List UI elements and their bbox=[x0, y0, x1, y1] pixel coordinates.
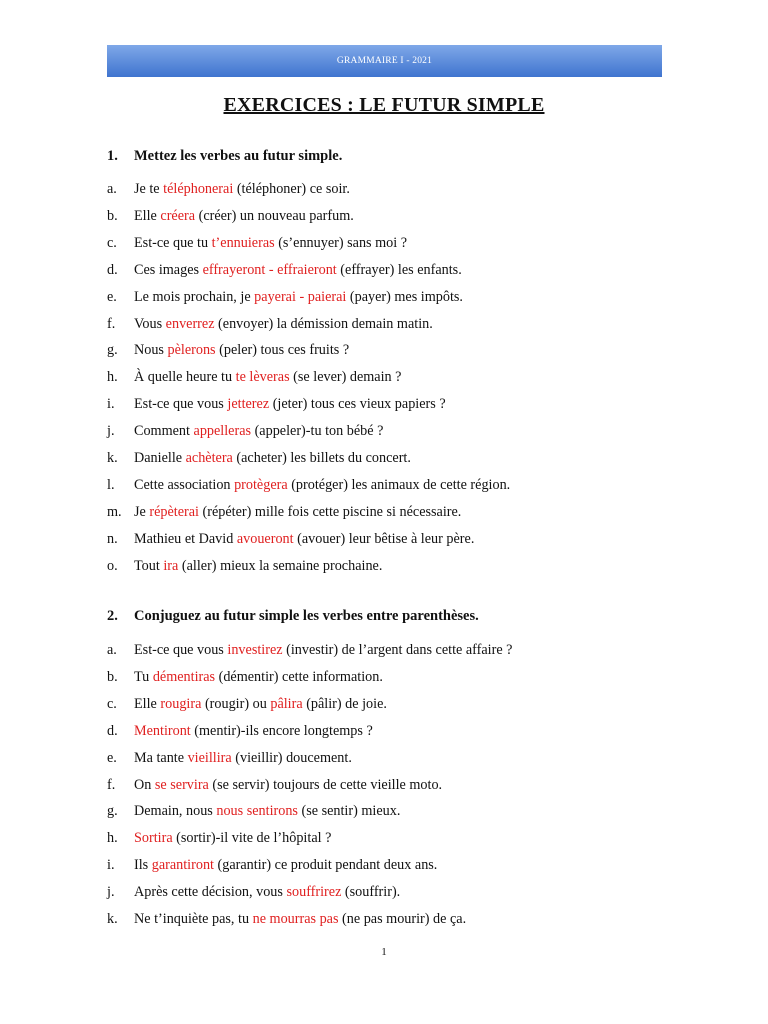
answer-text: répèterai bbox=[149, 503, 199, 520]
item-label: k. bbox=[107, 911, 118, 927]
answer-text: effrayeront - effraieront bbox=[202, 261, 337, 278]
exercise-item bbox=[107, 396, 446, 413]
section-1-heading-text: Mettez les verbes au futur simple. bbox=[134, 148, 343, 164]
exercise-item bbox=[107, 723, 373, 740]
item-text: Elle bbox=[134, 207, 161, 224]
item-text: (payer) mes impôts. bbox=[346, 288, 463, 305]
item-text: (aller) mieux la semaine prochaine. bbox=[178, 557, 383, 574]
section-1-number: 1. bbox=[107, 148, 118, 164]
answer-text: se servira bbox=[154, 776, 209, 793]
item-text: À quelle heure tu bbox=[134, 369, 236, 386]
item-label: c. bbox=[107, 234, 117, 251]
item-label: b. bbox=[107, 207, 118, 224]
answer-text: démentiras bbox=[152, 668, 216, 685]
exercise-item bbox=[107, 642, 512, 659]
item-text: Nous bbox=[134, 342, 168, 359]
item-label: m. bbox=[107, 503, 122, 520]
item-text: Ma tante bbox=[134, 749, 188, 766]
exercise-item bbox=[107, 803, 400, 820]
answer-text: enverrez bbox=[165, 315, 215, 332]
item-text: Tu bbox=[134, 668, 153, 685]
item-text: (se sentir) mieux. bbox=[297, 803, 401, 820]
exercise-item bbox=[107, 235, 407, 252]
item-text: (s’ennuyer) sans moi ? bbox=[274, 234, 408, 251]
item-text: (jeter) tous ces vieux papiers ? bbox=[269, 396, 446, 413]
exercise-item bbox=[107, 450, 411, 467]
exercise-item bbox=[107, 477, 510, 494]
item-label: h. bbox=[107, 830, 118, 847]
item-text: Tout bbox=[134, 557, 164, 574]
section-2-number: 2. bbox=[107, 608, 118, 624]
answer-text: vieillira bbox=[187, 749, 232, 766]
answer-text: protègera bbox=[234, 476, 288, 493]
exercise-item bbox=[107, 857, 437, 874]
item-text: Le mois prochain, je bbox=[134, 288, 255, 305]
answer-text: souffrirez bbox=[286, 884, 342, 901]
header-banner: GRAMMAIRE I - 2021 bbox=[107, 45, 662, 77]
exercise-item bbox=[107, 369, 401, 386]
exercise-item bbox=[107, 696, 387, 713]
item-label: f. bbox=[107, 776, 116, 793]
item-text: (ne pas mourir) de ça. bbox=[338, 911, 467, 927]
item-text: (répéter) mille fois cette piscine si nécessaire. bbox=[199, 503, 462, 520]
exercise-item bbox=[107, 669, 383, 686]
item-text: (démentir) cette information. bbox=[215, 668, 383, 685]
item-label: f. bbox=[107, 315, 116, 332]
exercise-item bbox=[107, 262, 462, 279]
item-text: (rougir) ou bbox=[201, 695, 271, 712]
item-label: i. bbox=[107, 396, 115, 413]
item-text: Est-ce que vous bbox=[134, 642, 228, 658]
item-text: Je bbox=[134, 503, 150, 520]
item-label: l. bbox=[107, 476, 115, 493]
answer-text: ira bbox=[163, 557, 179, 574]
item-text: Ces images bbox=[134, 261, 203, 278]
item-text: Je te bbox=[134, 181, 164, 197]
item-text: Vous bbox=[134, 315, 166, 332]
item-label: d. bbox=[107, 722, 118, 739]
answer-text: achètera bbox=[185, 450, 233, 466]
exercise-item bbox=[107, 911, 466, 928]
exercise-item bbox=[107, 181, 350, 198]
item-label: j. bbox=[107, 423, 115, 440]
item-label: e. bbox=[107, 288, 117, 305]
item-text: (sortir)-il vite de l’hôpital ? bbox=[172, 830, 332, 847]
item-label: a. bbox=[107, 181, 117, 197]
item-label: j. bbox=[107, 884, 115, 901]
exercise-item bbox=[107, 289, 463, 306]
item-text: (envoyer) la démission demain matin. bbox=[214, 315, 433, 332]
answer-text: t’ennuieras bbox=[211, 234, 275, 251]
item-label: d. bbox=[107, 261, 118, 278]
item-label: o. bbox=[107, 557, 118, 574]
item-label: a. bbox=[107, 642, 117, 658]
item-text: (vieillir) doucement. bbox=[231, 749, 352, 766]
page-number: 1 bbox=[381, 946, 387, 958]
item-text: (acheter) les billets du concert. bbox=[232, 450, 411, 466]
answer-text: pâlira bbox=[270, 695, 303, 712]
exercise-item bbox=[107, 316, 433, 333]
item-text: (souffrir). bbox=[341, 884, 401, 901]
item-label: h. bbox=[107, 369, 118, 386]
answer-text: investirez bbox=[227, 642, 283, 658]
exercise-item bbox=[107, 504, 461, 521]
answer-text: Sortira bbox=[134, 830, 173, 847]
answer-text: Mentiront bbox=[134, 722, 191, 739]
item-text: Est-ce que vous bbox=[134, 396, 228, 413]
exercise-item bbox=[107, 531, 474, 548]
item-text: (se lever) demain ? bbox=[289, 369, 402, 386]
answer-text: jetterez bbox=[227, 396, 270, 413]
page-title: EXERCICES : LE FUTUR SIMPLE bbox=[223, 94, 545, 116]
answer-text: appelleras bbox=[193, 423, 252, 440]
exercise-item bbox=[107, 777, 442, 794]
item-text: (téléphoner) ce soir. bbox=[233, 181, 350, 197]
item-label: b. bbox=[107, 668, 118, 685]
item-text: Est-ce que tu bbox=[134, 234, 212, 251]
item-text: (appeler)-tu ton bébé ? bbox=[251, 423, 384, 440]
item-text: (protéger) les animaux de cette région. bbox=[287, 476, 511, 493]
answer-text: téléphonerai bbox=[163, 181, 234, 197]
item-text: Cette association bbox=[134, 476, 235, 493]
item-label: e. bbox=[107, 749, 117, 766]
answer-text: nous sentirons bbox=[216, 803, 298, 820]
exercise-item bbox=[107, 884, 400, 901]
answer-text: avoueront bbox=[236, 530, 294, 547]
item-label: g. bbox=[107, 803, 118, 820]
exercise-item bbox=[107, 750, 352, 767]
item-text: Mathieu et David bbox=[134, 530, 237, 547]
answer-text: garantiront bbox=[151, 857, 214, 874]
item-text: Danielle bbox=[134, 450, 186, 466]
item-text: Ils bbox=[134, 857, 152, 874]
item-label: k. bbox=[107, 450, 118, 466]
item-text: (mentir)-ils encore longtemps ? bbox=[190, 722, 373, 739]
answer-text: rougira bbox=[160, 695, 202, 712]
item-text: (investir) de l’argent dans cette affaire ? bbox=[282, 642, 513, 658]
section-1-heading bbox=[107, 148, 342, 165]
item-text: Demain, nous bbox=[134, 803, 217, 820]
item-text: On bbox=[134, 776, 155, 793]
answer-text: payerai - paierai bbox=[254, 288, 347, 305]
item-text: (effrayer) les enfants. bbox=[336, 261, 462, 278]
item-label: n. bbox=[107, 530, 118, 547]
exercise-item bbox=[107, 423, 383, 440]
item-text: (garantir) ce produit pendant deux ans. bbox=[213, 857, 438, 874]
exercise-item bbox=[107, 208, 354, 225]
answer-text: créera bbox=[160, 207, 196, 224]
item-label: c. bbox=[107, 695, 117, 712]
answer-text: te lèveras bbox=[235, 369, 290, 386]
item-text: Elle bbox=[134, 695, 161, 712]
exercise-item bbox=[107, 558, 382, 575]
exercise-item bbox=[107, 830, 331, 847]
item-text: Après cette décision, vous bbox=[134, 884, 287, 901]
item-label: i. bbox=[107, 857, 115, 874]
item-text: (créer) un nouveau parfum. bbox=[195, 207, 354, 224]
item-text: (peler) tous ces fruits ? bbox=[215, 342, 350, 359]
answer-text: pèlerons bbox=[167, 342, 216, 359]
answer-text: ne mourras pas bbox=[252, 911, 339, 927]
exercise-item bbox=[107, 342, 349, 359]
item-text: (avouer) leur bêtise à leur père. bbox=[293, 530, 475, 547]
section-2-heading bbox=[107, 608, 479, 625]
section-2-heading-text: Conjuguez au futur simple les verbes entre parenthèses. bbox=[134, 608, 479, 624]
item-text: (se servir) toujours de cette vieille moto. bbox=[208, 776, 443, 793]
item-label: g. bbox=[107, 342, 118, 359]
item-text: Ne t’inquiète pas, tu bbox=[134, 911, 253, 927]
item-text: Comment bbox=[134, 423, 194, 440]
item-text: (pâlir) de joie. bbox=[302, 695, 387, 712]
